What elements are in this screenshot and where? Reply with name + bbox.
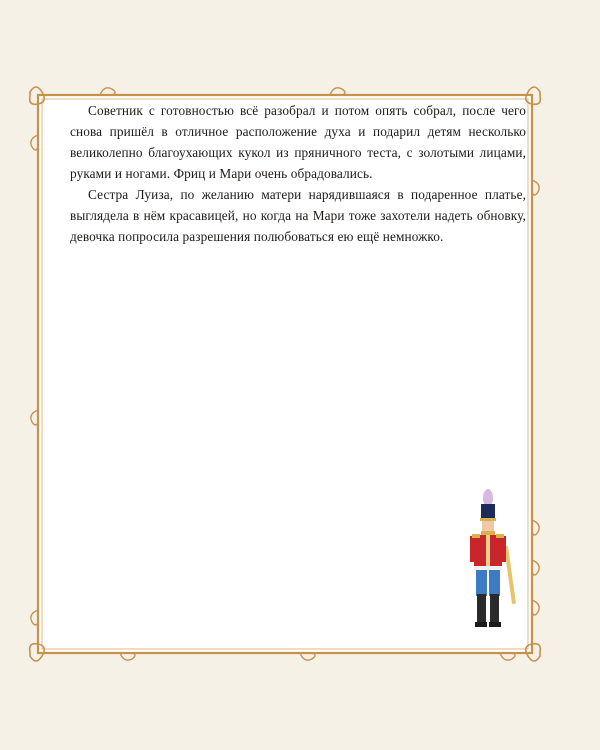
toy-soldier-icon xyxy=(460,488,530,638)
paragraph-2: Сестра Луиза, по желанию матери нарядившаяся в подаренное платье, выглядела в нём красавицей, но когда на Мари тоже захотели надеть обновку, девочка попросила разрешения полюбоваться ею ещё немножко. xyxy=(70,187,526,244)
story-text xyxy=(70,100,526,247)
paragraph-1: Советник с готовностью всё разобрал и потом опять собрал, после чего снова пришёл в отличное расположение духа и подарил детям несколько великолепно благоухающих кукол из пряничного теста, с золотыми лицами, руками и ногами. Фриц и Мари очень обрадовались. xyxy=(70,103,526,181)
